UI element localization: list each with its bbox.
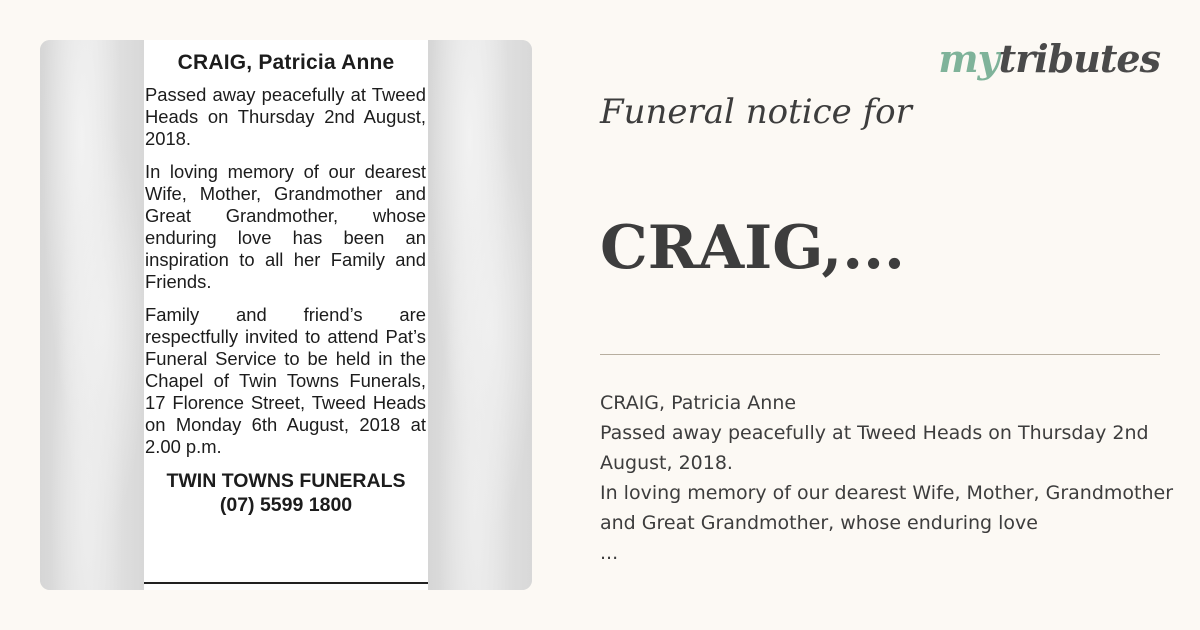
notice-paragraph: In loving memory of our dearest Wife, Mother, Grandmother and Great Grandmother, whose enduring love has been an inspiration to all her Family and Friends. [145, 161, 426, 292]
logo-suffix: tributes [998, 36, 1160, 81]
heading-intro: Funeral notice for [600, 92, 912, 132]
funeral-director [144, 469, 428, 517]
divider [600, 354, 1160, 355]
notice-image [40, 40, 532, 590]
deceased-name: CRAIG,... [600, 213, 905, 283]
notice-bottom-rule [144, 582, 428, 584]
mytributes-logo[interactable] [938, 34, 1160, 84]
funeral-director-phone: (07) 5599 1800 [219, 494, 353, 516]
notice-excerpt: CRAIG, Patricia Anne Passed away peacefully at Tweed Heads on Thursday 2nd August, 2018. In loving memory of our dearest Wife, Mother, Grandmother and Great Grandmother, whose enduring love ... [600, 392, 1174, 564]
notice-paragraph: Family and friend’s are respectfully invited to attend Pat’s Funeral Service to be held in the Chapel of Twin Towns Funerals, 17 Florence Street, Tweed Heads on Monday 6th August, 2018 at 2.00 p.m. [145, 304, 426, 457]
logo-prefix: my [938, 36, 999, 81]
notice-blur-right [428, 40, 532, 590]
notice-paragraph: Passed away peacefully at Tweed Heads on Thursday 2nd August, 2018. [145, 84, 426, 149]
notice-clipping [144, 40, 428, 590]
funeral-director-name: TWIN TOWNS FUNERALS [166, 470, 406, 492]
notice-title: CRAIG, Patricia Anne [177, 51, 395, 74]
notice-blur-left [40, 40, 144, 590]
